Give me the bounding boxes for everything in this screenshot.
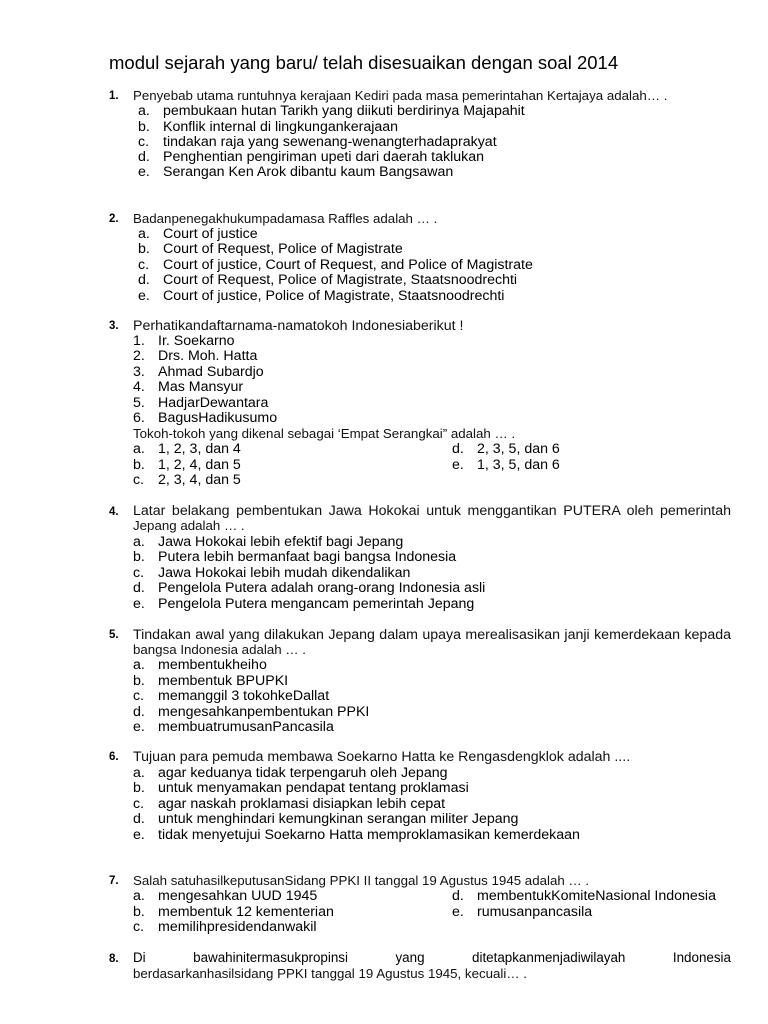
question-6-number: 6. [109,751,119,763]
question-7-text: Salah satuhasilkeputusanSidang PPKI II tanggal 19 Agustus 1945 adalah … . [133,873,590,888]
question-4-text-line-1: Latar belakang pembentukan Jawa Hokokai untuk menggantikan PUTERA oleh pemerintah [133,503,731,519]
question-8-word: Indonesia [672,950,731,965]
question-5-text-line-2: bangsa Indonesia adalah … . [133,642,306,657]
question-7-number: 7. [109,875,119,887]
question-8-word: yang [395,950,425,965]
question-8-word: Di [133,950,146,965]
question-4-text-line-2: Jepang adalah … . [133,518,245,533]
question-5-number: 5. [109,629,119,641]
question-3-number: 3. [109,320,119,332]
question-4-number: 4. [109,506,119,518]
question-8-word: bawahinitermasukpropinsi [193,950,348,965]
question-8-word: ditetapkanmenjadiwilayah [472,950,626,965]
question-8-text-line-1 [133,950,731,965]
question-5-text-line-1: Tindakan awal yang dilakukan Jepang dalam upaya merealisasikan janji kemerdekaan kepada [133,627,731,643]
question-8-number: 8. [109,953,119,965]
page-title: modul sejarah yang baru/ telah disesuaikan dengan soal 2014 [109,52,619,73]
question-2-text: Badanpenegakhukumpadamasa Raffles adalah … . [133,211,438,226]
question-3-prompt: Tokoh-tokoh yang dikenal sebagai ‘Empat Serangkai” adalah … . [133,426,516,441]
question-1-number: 1. [109,90,119,102]
document-page: modul sejarah yang baru/ telah disesuaikan dengan soal 2014 1. Penyebab utama runtuhnya kerajaan Kediri pada masa pemerintahan Kertajaya adalah… . a. pembukaan hutan Tarikh yang diikuti berdirinya Majapahit b. Konflik internal di lingkungankerajaan c. tindakan raja yang sewenang-wenangterhadaprakyat d. Penghentian pengiriman upeti dari daerah taklukan e. Serangan Ken Arok dibantu kaum Bangsawan 2. Badanpenegakhukumpadamasa Raffles adalah … . a. Court of justice b. Court of Request, Police of Magistrate c. Court of justice, Court of Request, and Police of Magistrate d. Court of Request, Police of Magistrate, Staatsnoodrechti e. Court of justice, Police of Magistrate, Staatsnoodrechti 3. Perhatikandaftarnama-namatokoh Indonesiaberikut ! 1. Ir. Soekarno 2. Drs. Moh. Hatta 3. Ahmad Subardjo 4. Mas Mansyur 5. HadjarDewantara 6. BagusHadikusumo Tokoh-tokoh yang dikenal sebagai ‘Empat Serangkai” adalah … . a. 1, 2, 3, dan 4 b. 1, 2, 4, dan 5 c. 2, 3, 4, dan 5 d. 2, 3, 5, dan 6 e. 1, 3, 5, dan 6 4. Latar belakang pembentukan Jawa Hokokai untuk menggantikan PUTERA oleh pemerintah Jepang adalah … . a. Jawa Hokokai lebih efektif bagi Jepang b. Putera lebih bermanfaat bagi bangsa Indonesia c. Jawa Hokokai lebih mudah dikendalikan d. Pengelola Putera adalah orang-orang Indonesia asli e. Pengelola Putera mengancam pemerintah Jepang 5. Tindakan awal yang dilakukan Jepang dalam upaya merealisasikan janji kemerdekaan kepada bangsa Indonesia adalah … . a. membentukheiho b. membentuk BPUPKI c. memanggil 3 tokohkeDallat d. mengesahkanpembentukan PPKI e. membuatrumusanPancasila 6. Tujuan para pemuda membawa Soekarno Hatta ke Rengasdengklok adalah .... a. agar keduanya tidak terpengaruh oleh Jepang b. untuk menyamakan pendapat tentang proklamasi c. agar naskah proklamasi disiapkan lebih cepat d. untuk menghindari kemungkinan serangan militer Jepang e. tidak menyetujui Soekarno Hatta memproklamasikan kemerdekaan 7. Salah satuhasilkeputusanSidang PPKI II tanggal 19 Agustus 1945 adalah … . a. mengesahkan UUD 1945 b. membentuk 12 kementerian c. memilihpresidendanwakil d. membentukKomiteNasional Indonesia e. rumusanpancasila 8. Di bawahinitermasukpropinsi yang ditetapkanmenjadiwilayah Indonesia berdasarkanhasilsidang PPKI tanggal 19 Agustus 1945, kecuali… . [109,52,731,981]
question-8-text-line-2: berdasarkanhasilsidang PPKI tanggal 19 Agustus 1945, kecuali… . [133,966,527,981]
question-6-text: Tujuan para pemuda membawa Soekarno Hatta ke Rengasdengklok adalah .... [133,749,631,765]
question-3-text: Perhatikandaftarnama-namatokoh Indonesiaberikut ! [133,318,464,334]
question-2-number: 2. [109,213,119,225]
question-1-text: Penyebab utama runtuhnya kerajaan Kediri pada masa pemerintahan Kertajaya adalah… . [133,88,668,103]
